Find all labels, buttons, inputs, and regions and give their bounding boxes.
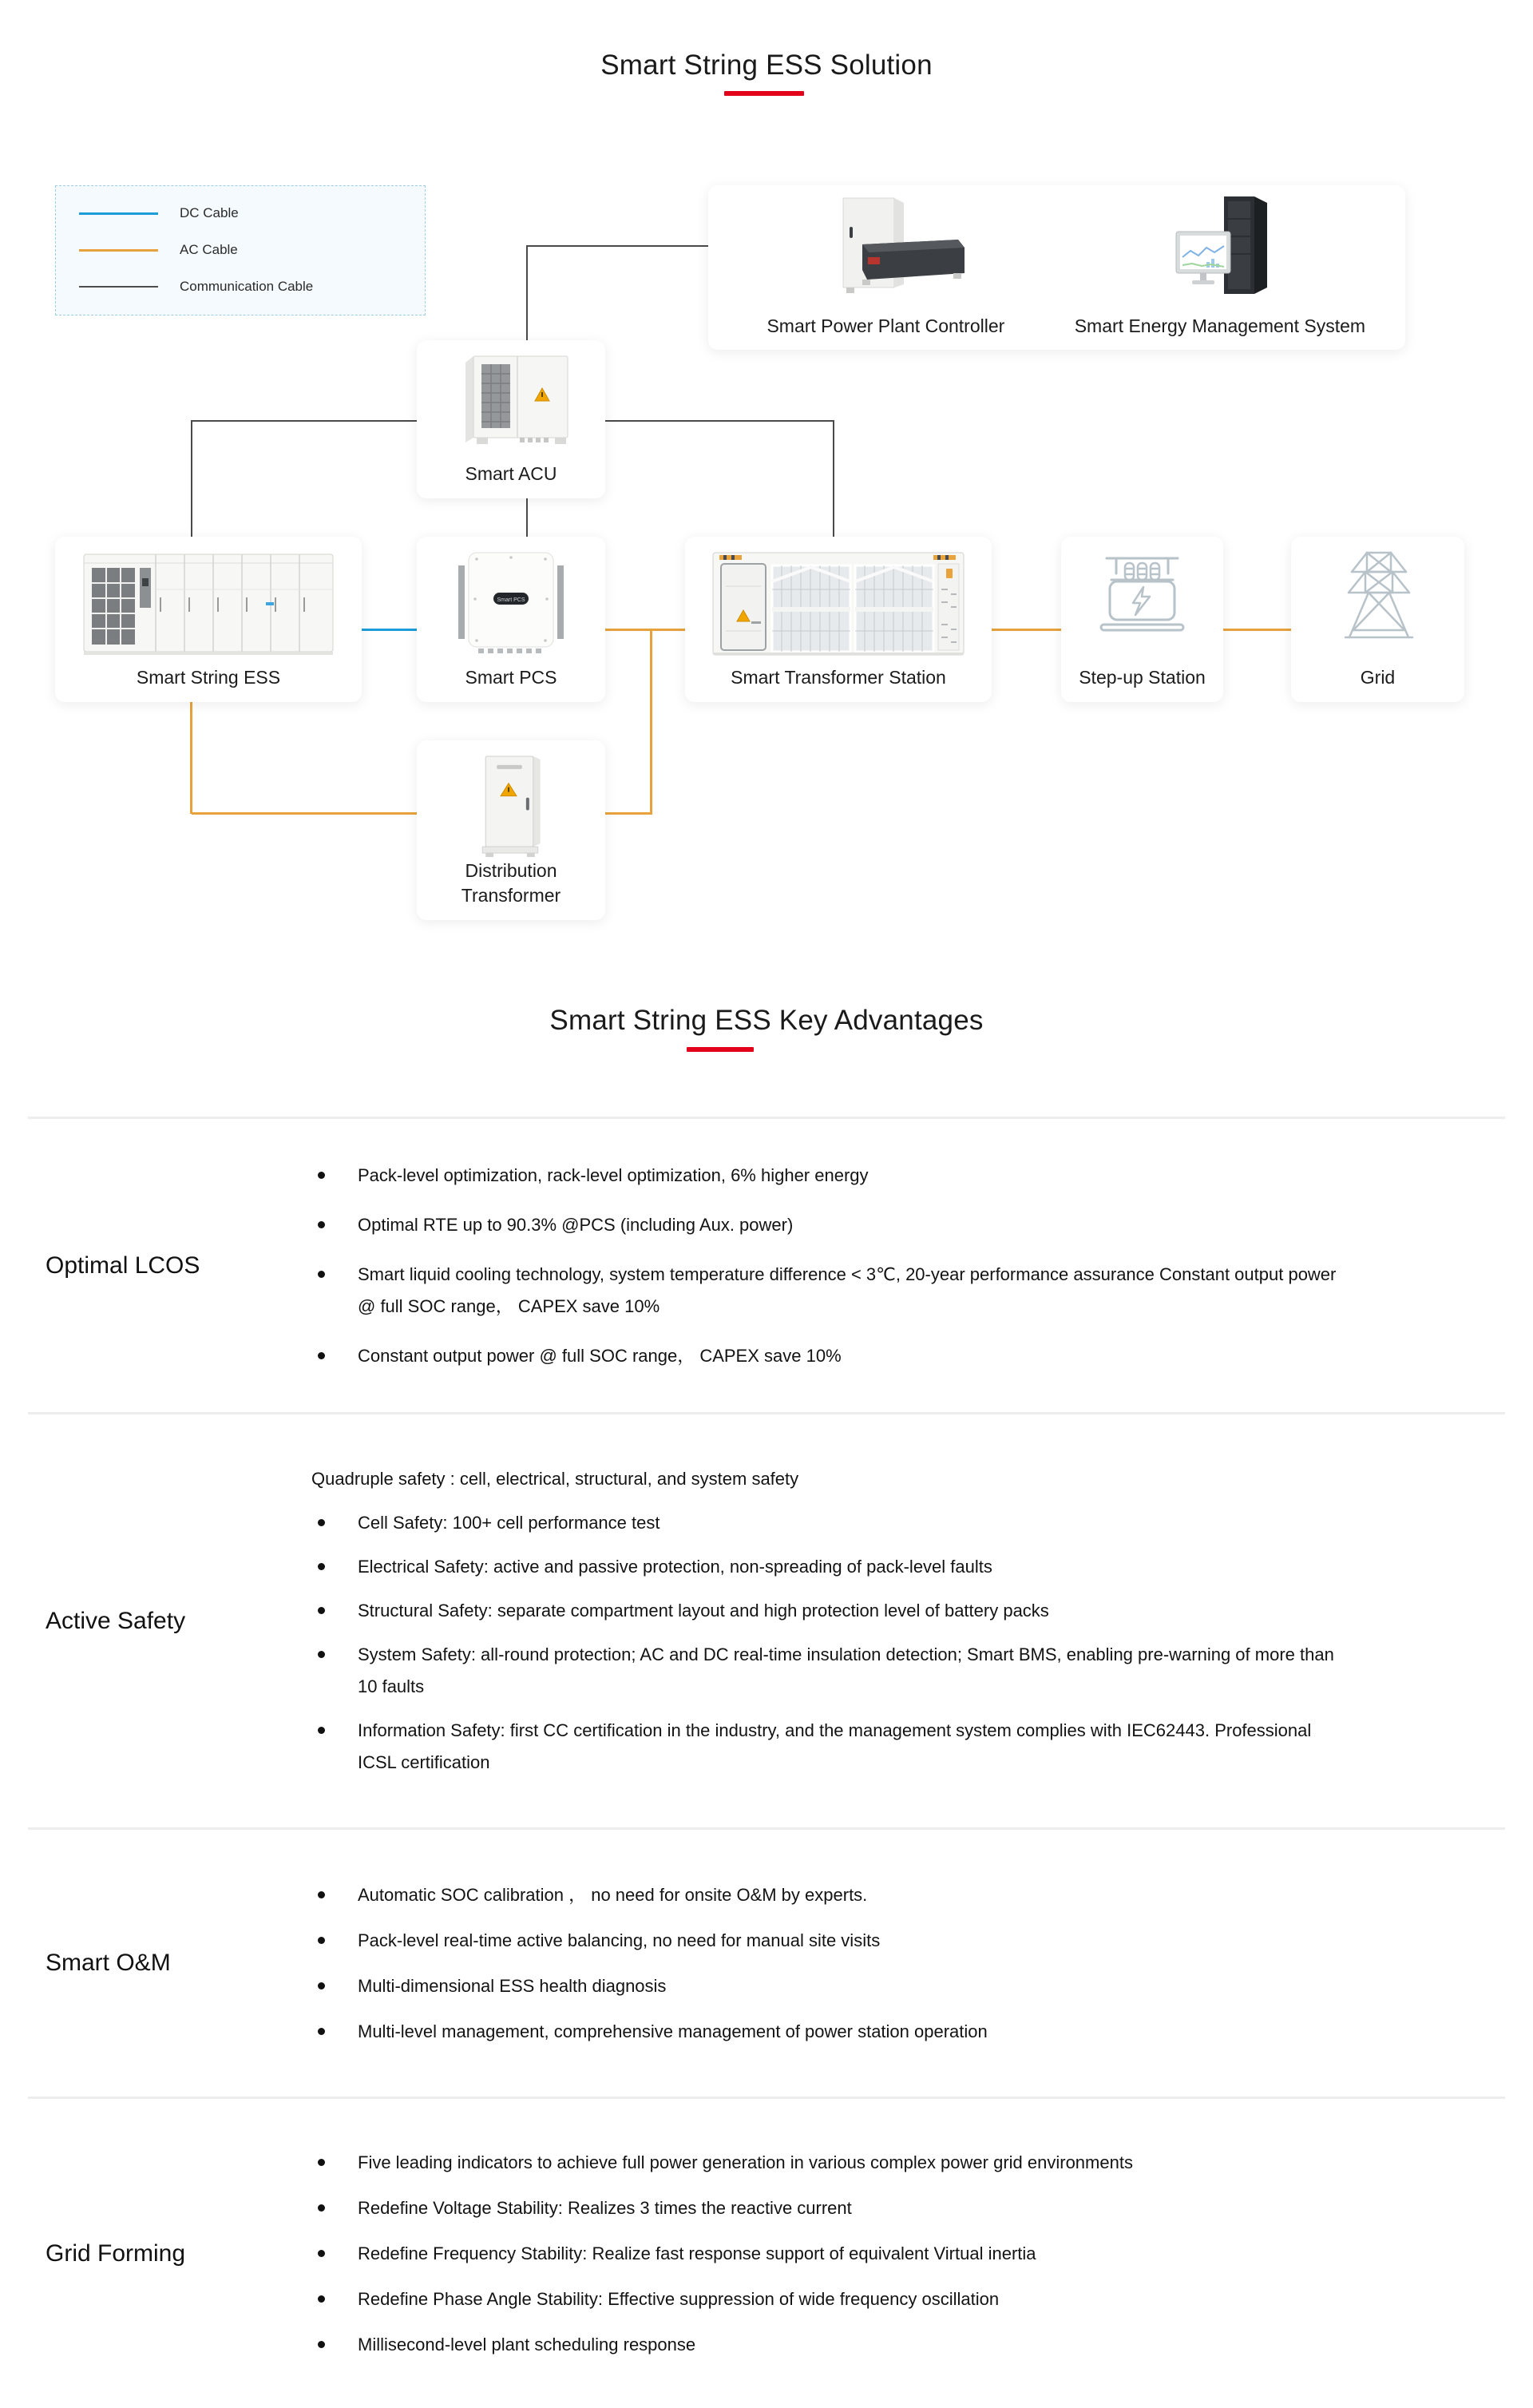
comm-cable-ppc-v <box>526 245 528 341</box>
list-item <box>311 1970 1495 2002</box>
management-devices-card <box>708 185 1405 350</box>
distribution-transformer-image <box>463 752 559 859</box>
ess-label: Smart String ESS <box>136 667 281 688</box>
bullet-text: Pack-level optimization, rack-level optimization, 6% higher energy <box>358 1164 869 1185</box>
bullet-text: Redefine Frequency Stability: Realize fast response support of equivalent Virtual inertia <box>358 2243 1036 2263</box>
section-label: Smart O&M <box>46 1950 171 1976</box>
distribution-transformer-card <box>417 740 605 920</box>
smart-pcs-image <box>451 548 571 660</box>
bullet-text: Redefine Phase Angle Stability: Effective suppression of wide frequency oscillation <box>358 2288 1000 2309</box>
list-item <box>311 2283 1495 2315</box>
dc-cable-ess-pcs <box>362 629 417 631</box>
acu-label: Smart ACU <box>465 463 557 484</box>
ac-cable-sts-step <box>992 629 1061 631</box>
ac-cable-aux-tap-v <box>650 629 652 814</box>
bullet-icon <box>318 2295 325 2303</box>
bullet-icon <box>318 1937 325 1944</box>
list-item <box>311 1595 1495 1627</box>
bullet-text: Redefine Voltage Stability: Realizes 3 times the reactive current <box>358 2197 852 2218</box>
bullet-text: Cell Safety: 100+ cell performance test <box>358 1513 660 1533</box>
smart-acu-card <box>417 340 605 498</box>
section-content <box>311 2099 1505 2408</box>
power-plant-controller-image <box>794 195 977 299</box>
list-item <box>311 2016 1495 2048</box>
legend-item-comm <box>56 268 425 305</box>
smart-transformer-station-card <box>685 537 992 702</box>
list-item <box>311 1639 1495 1703</box>
list-item <box>311 1340 1495 1372</box>
list-item <box>311 1925 1495 1957</box>
list-item <box>311 1259 1495 1323</box>
comm-cable-ess-v <box>191 420 192 537</box>
advantages-title-underline <box>687 1047 754 1052</box>
section-content <box>311 1119 1505 1412</box>
sts-label: Smart Transformer Station <box>731 667 946 688</box>
bullet-icon <box>318 2341 325 2348</box>
dc-cable-swatch <box>79 212 158 215</box>
list-item <box>311 1715 1495 1779</box>
section-label: Active Safety <box>46 1607 186 1634</box>
advantages-title: Smart String ESS Key Advantages <box>549 1005 984 1036</box>
ac-cable-step-grid <box>1223 629 1291 631</box>
section-label: Grid Forming <box>46 2239 186 2267</box>
list-item <box>311 1879 1495 1911</box>
section-content <box>311 1414 1505 1827</box>
bullet-text: Constant output power @ full SOC range， CAPEX save 10% <box>358 1345 842 1366</box>
legend-label: Communication Cable <box>180 279 314 294</box>
grid-card <box>1291 537 1464 702</box>
legend-label: AC Cable <box>180 242 238 257</box>
svg-text:Smart PCS: Smart PCS <box>497 597 525 603</box>
bullet-text: Smart liquid cooling technology, system temperature difference < 3℃, 20-year performance assurance Constant output power @ full SOC range， CAPEX save 10% <box>358 1264 1337 1316</box>
legend-label: DC Cable <box>180 205 239 220</box>
bullet-text: Millisecond-level plant scheduling response <box>358 2334 696 2354</box>
smart-transformer-station-image <box>707 548 970 660</box>
pcs-label: Smart PCS <box>465 667 557 688</box>
bullet-text: Electrical Safety: active and passive protection, non-spreading of pack-level faults <box>358 1557 992 1577</box>
step-up-station-card <box>1061 537 1223 702</box>
smart-string-ess-image <box>73 548 344 660</box>
title-underline <box>724 91 804 96</box>
bullet-text: Pack-level real-time active balancing, no need for manual site visits <box>358 1930 881 1950</box>
bullet-icon <box>318 1563 325 1570</box>
step-up-label: Step-up Station <box>1079 667 1206 688</box>
comm-cable-right-h <box>605 420 834 422</box>
bullet-icon <box>318 1982 325 1989</box>
bullet-icon <box>318 1271 325 1278</box>
list-item <box>311 2329 1495 2361</box>
smart-pcs-card <box>417 537 605 702</box>
bullet-icon <box>318 1352 325 1359</box>
ppc-label: Smart Power Plant Controller <box>766 315 1005 336</box>
list-item <box>311 1551 1495 1583</box>
section-intro: Quadruple safety : cell, electrical, structural, and system safety <box>311 1469 799 1489</box>
bullet-icon <box>318 2159 325 2166</box>
cable-legend <box>55 185 426 315</box>
ems-label: Smart Energy Management System <box>1074 315 1366 336</box>
bullet-text: Optimal RTE up to 90.3% @PCS (including Aux. power) <box>358 1214 794 1235</box>
grid-label: Grid <box>1360 667 1396 688</box>
bullet-icon <box>318 1651 325 1658</box>
ac-cable-pcs-sts <box>605 629 685 631</box>
list-item <box>311 2192 1495 2224</box>
bullet-icon <box>318 1221 325 1228</box>
ac-cable-swatch <box>79 249 158 252</box>
dtr-label: Distribution Transformer <box>461 860 561 906</box>
list-item <box>311 1209 1495 1241</box>
smart-string-ess-card <box>55 537 362 702</box>
bullet-icon <box>318 1172 325 1179</box>
ems-image <box>1160 195 1280 299</box>
grid-icon <box>1336 548 1420 642</box>
bullet-text: Multi-level management, comprehensive management of power station operation <box>358 2021 988 2041</box>
bullet-icon <box>318 1727 325 1734</box>
ems-group <box>1049 195 1391 339</box>
bullet-icon <box>318 1891 325 1898</box>
comm-cable-swatch <box>79 286 158 288</box>
comm-cable-acu-pcs-v <box>526 498 528 537</box>
section-smart-om <box>28 1827 1505 2097</box>
bullet-text: Five leading indicators to achieve full power generation in various complex power grid environments <box>358 2152 1133 2172</box>
power-plant-controller-group <box>723 195 1049 339</box>
legend-item-ac <box>56 232 425 268</box>
smart-acu-image <box>443 351 579 450</box>
bullet-icon <box>318 2028 325 2035</box>
legend-item-dc <box>56 195 425 232</box>
list-item <box>311 1507 1495 1539</box>
bullet-icon <box>318 1607 325 1614</box>
list-item <box>311 1160 1495 1192</box>
bullet-text: Information Safety: first CC certification in the industry, and the management system complies with IEC62443. Professional ICSL certification <box>358 1720 1312 1772</box>
bullet-icon <box>318 2250 325 2257</box>
section-content <box>311 1830 1505 2097</box>
bullet-text: System Safety: all-round protection; AC and DC real-time insulation detection; Smart BMS, enabling pre-warning of more than 10 faults <box>358 1644 1334 1696</box>
step-up-station-icon <box>1092 548 1192 637</box>
ac-cable-aux-ess-v <box>190 702 192 814</box>
section-active-safety <box>28 1412 1505 1827</box>
bullet-icon <box>318 1519 325 1526</box>
bullet-text: Automatic SOC calibration ， no need for onsite O&M by experts. <box>358 1884 868 1905</box>
bullet-icon <box>318 2204 325 2212</box>
bullet-text: Structural Safety: separate compartment layout and high protection level of battery packs <box>358 1601 1049 1621</box>
comm-cable-left-h <box>192 420 417 422</box>
list-item <box>311 2238 1495 2270</box>
section-label: Optimal LCOS <box>46 1252 200 1279</box>
section-optimal-lcos <box>28 1117 1505 1412</box>
page-title: Smart String ESS Solution <box>600 50 933 81</box>
bullet-text: Multi-dimensional ESS health diagnosis <box>358 1975 667 1996</box>
list-item <box>311 2147 1495 2179</box>
comm-cable-ppc-h <box>527 245 708 247</box>
comm-cable-sts-v <box>833 420 834 537</box>
section-grid-forming <box>28 2097 1505 2408</box>
